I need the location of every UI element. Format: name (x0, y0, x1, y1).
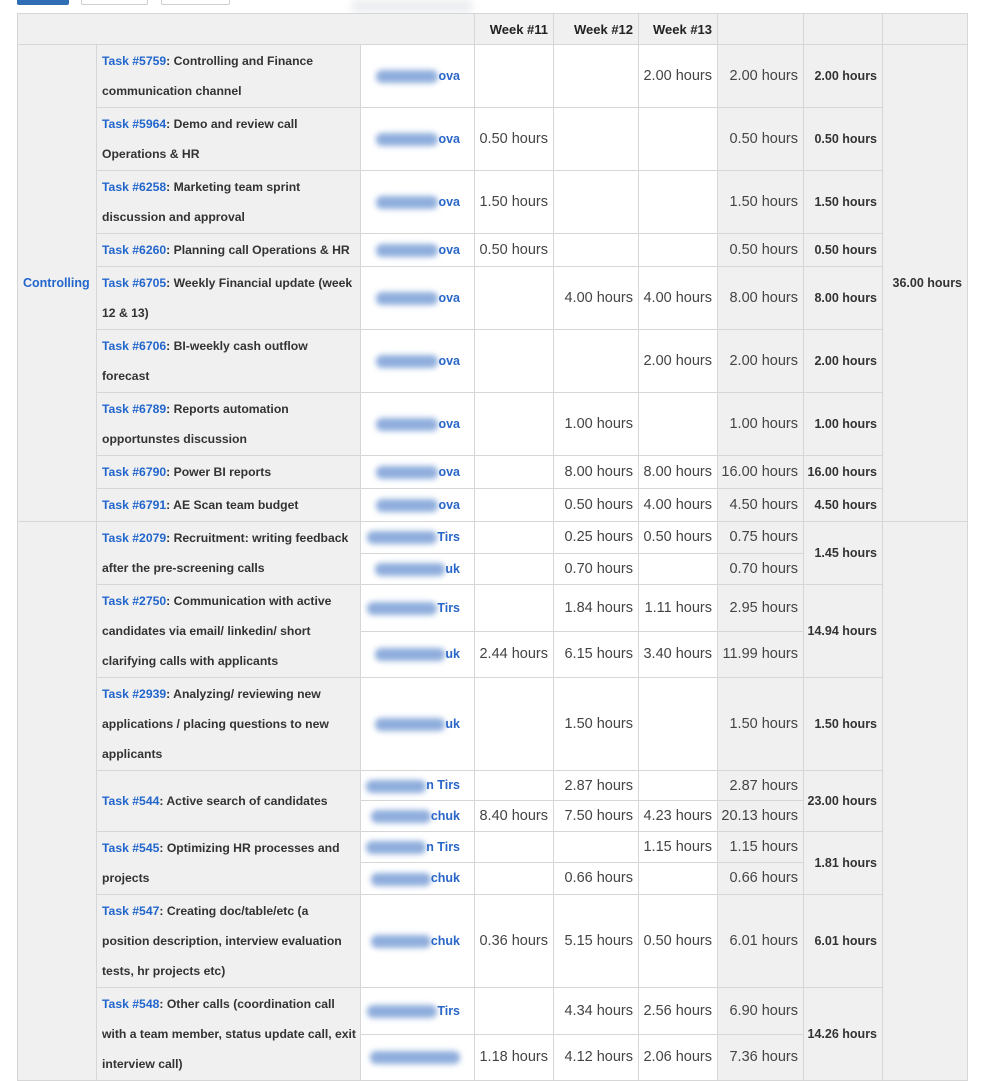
table-row (18, 678, 968, 771)
department-total (883, 522, 968, 1081)
table-row (18, 895, 968, 988)
employee-link[interactable]: ova (438, 194, 461, 209)
week-12-header: Week #12 (554, 14, 639, 45)
task-title: : Other calls (coordination call with a team member, status update call, exit interview call) (102, 997, 356, 1071)
week-12-value: 1.50 hours (554, 678, 639, 771)
task-link[interactable]: Task #548 (102, 997, 160, 1011)
week-12-value (554, 330, 639, 393)
task-cell (97, 988, 361, 1081)
task-title: : Weekly Financial update (week 12 & 13) (102, 276, 353, 320)
row-total: 11.99 hours (718, 631, 804, 678)
task-title: : Recruitment: writing feedback after the pre-screening calls (102, 531, 349, 575)
task-link[interactable]: Task #6706 (102, 339, 167, 353)
task-subtotal: 1.50 hours (804, 678, 883, 771)
employee-link[interactable]: Tirs (437, 530, 461, 545)
task-cell (97, 267, 361, 330)
task-title: : Analyzing/ reviewing new applications / placing questions to new applicants (102, 687, 329, 761)
week-13-value: 4.00 hours (639, 489, 718, 522)
employee-link[interactable]: ova (438, 242, 461, 257)
employee-cell (361, 553, 475, 585)
task-link[interactable]: Task #6705 (102, 276, 167, 290)
row-total: 0.50 hours (718, 234, 804, 267)
employee-cell (361, 393, 475, 456)
week-11-value: 8.40 hours (475, 801, 554, 832)
employee-cell (361, 45, 475, 108)
table-row (18, 108, 968, 171)
task-link[interactable]: Task #5759 (102, 54, 167, 68)
task-subtotal: 6.01 hours (804, 895, 883, 988)
week-11-value (475, 771, 554, 801)
task-cell (97, 489, 361, 522)
week-12-value (554, 832, 639, 863)
task-cell (97, 678, 361, 771)
toolbar (0, 0, 300, 4)
table-row (18, 45, 968, 108)
task-title: : Reports automation opportunstes discussion (102, 402, 289, 446)
week-11-value (475, 45, 554, 108)
row-total: 16.00 hours (718, 456, 804, 489)
task-subtotal: 23.00 hours (804, 771, 883, 832)
employee-link[interactable]: uk (445, 716, 461, 731)
header-blank (18, 14, 475, 45)
week-12-value: 0.66 hours (554, 862, 639, 894)
employee-link[interactable]: ova (438, 353, 461, 368)
week-11-value (475, 862, 554, 894)
task-cell (97, 234, 361, 267)
row-total: 1.50 hours (718, 171, 804, 234)
employee-cell (361, 895, 475, 988)
week-12-value: 1.00 hours (554, 393, 639, 456)
time-report-table (17, 13, 968, 1081)
week-13-value: 2.00 hours (639, 330, 718, 393)
blurred-header-cell (352, 0, 472, 13)
task-link[interactable]: Task #545 (102, 841, 160, 855)
employee-link[interactable]: ova (438, 497, 461, 512)
week-12-value (554, 108, 639, 171)
task-link[interactable]: Task #5964 (102, 117, 167, 131)
row-total: 0.50 hours (718, 108, 804, 171)
task-title: : Power BI reports (166, 465, 272, 479)
week-12-value: 4.34 hours (554, 988, 639, 1035)
week-13-value: 2.56 hours (639, 988, 718, 1035)
task-link[interactable]: Task #2750 (102, 594, 167, 608)
task-subtotal: 1.50 hours (804, 171, 883, 234)
task-cell (97, 45, 361, 108)
row-total: 2.95 hours (718, 585, 804, 632)
task-cell (97, 108, 361, 171)
task-title: : BI-weekly cash outflow forecast (102, 339, 308, 383)
employee-cell (361, 862, 475, 894)
task-subtotal: 1.00 hours (804, 393, 883, 456)
employee-cell (361, 678, 475, 771)
table-row (18, 171, 968, 234)
week-12-value: 0.50 hours (554, 489, 639, 522)
header-row (18, 14, 968, 45)
week-11-value: 1.50 hours (475, 171, 554, 234)
task-subtotal: 1.45 hours (804, 522, 883, 585)
employee-link[interactable]: ova (438, 290, 461, 305)
week-13-value: 0.50 hours (639, 895, 718, 988)
week-11-value (475, 522, 554, 554)
view-button[interactable] (161, 0, 230, 5)
row-total: 0.70 hours (718, 553, 804, 585)
row-total: 4.50 hours (718, 489, 804, 522)
task-title: : AE Scan team budget (166, 498, 299, 512)
task-title: : Controlling and Finance communication channel (102, 54, 314, 98)
task-link[interactable]: Task #6258 (102, 180, 167, 194)
week-11-value (475, 456, 554, 489)
task-link[interactable]: Task #6789 (102, 402, 167, 416)
week-13-value: 0.50 hours (639, 522, 718, 554)
task-cell (97, 330, 361, 393)
employee-cell (361, 522, 475, 554)
employee-cell (361, 489, 475, 522)
task-cell (97, 585, 361, 678)
row-total: 0.66 hours (718, 862, 804, 894)
week-13-value (639, 771, 718, 801)
employee-link[interactable]: ova (438, 416, 461, 431)
row-total: 6.01 hours (718, 895, 804, 988)
row-total: 2.87 hours (718, 771, 804, 801)
week-13-header: Week #13 (639, 14, 718, 45)
row-total: 0.75 hours (718, 522, 804, 554)
employee-link[interactable]: n Tirs (426, 778, 461, 793)
view-button-active[interactable] (17, 0, 69, 5)
week-11-value (475, 678, 554, 771)
task-subtotal: 1.81 hours (804, 832, 883, 895)
employee-link[interactable]: Tirs (437, 1003, 461, 1018)
week-11-value (475, 267, 554, 330)
row-total: 8.00 hours (718, 267, 804, 330)
employee-link[interactable]: Tirs (437, 600, 461, 615)
department-cell (18, 45, 97, 522)
week-13-value (639, 553, 718, 585)
table-row (18, 393, 968, 456)
row-total: 6.90 hours (718, 988, 804, 1035)
task-link[interactable]: Task #6791 (102, 498, 167, 512)
department-cell (18, 522, 97, 1081)
table-row (18, 456, 968, 489)
employee-cell (361, 988, 475, 1035)
week-12-value: 0.25 hours (554, 522, 639, 554)
employee-link[interactable]: uk (445, 561, 461, 576)
table-row (18, 330, 968, 393)
week-11-value: 0.36 hours (475, 895, 554, 988)
week-11-value (475, 585, 554, 632)
employee-cell (361, 456, 475, 489)
week-13-value (639, 862, 718, 894)
week-13-value: 4.00 hours (639, 267, 718, 330)
task-subtotal: 14.26 hours (804, 988, 883, 1081)
task-cell (97, 171, 361, 234)
week-13-value (639, 108, 718, 171)
week-12-value: 7.50 hours (554, 801, 639, 832)
week-13-value: 4.23 hours (639, 801, 718, 832)
employee-cell (361, 585, 475, 632)
week-12-value: 2.87 hours (554, 771, 639, 801)
week-13-value (639, 678, 718, 771)
employee-link[interactable]: ova (438, 131, 461, 146)
subtotal-header (804, 14, 883, 45)
row-total: 1.50 hours (718, 678, 804, 771)
task-link[interactable]: Task #2079 (102, 531, 167, 545)
grand-header (883, 14, 968, 45)
task-cell (97, 895, 361, 988)
task-title: : Marketing team sprint discussion and approval (102, 180, 301, 224)
row-total: 7.36 hours (718, 1034, 804, 1081)
department-total: 36.00 hours (883, 45, 968, 522)
week-11-value (475, 553, 554, 585)
task-subtotal: 8.00 hours (804, 267, 883, 330)
table-row (18, 585, 968, 632)
task-title: : Demo and review call Operations & HR (102, 117, 298, 161)
task-cell (97, 832, 361, 895)
week-13-value: 8.00 hours (639, 456, 718, 489)
week-13-value (639, 234, 718, 267)
employee-cell (361, 171, 475, 234)
week-12-value: 1.84 hours (554, 585, 639, 632)
table-row (18, 489, 968, 522)
week-13-value: 2.06 hours (639, 1034, 718, 1081)
week-13-value: 1.15 hours (639, 832, 718, 863)
employee-cell (361, 234, 475, 267)
task-title: : Communication with active candidates via email/ linkedin/ short clarifying calls with applicants (102, 594, 332, 668)
task-subtotal: 0.50 hours (804, 108, 883, 171)
task-link[interactable]: Task #547 (102, 904, 160, 918)
employee-link[interactable]: chuk (430, 808, 461, 823)
week-12-value: 4.12 hours (554, 1034, 639, 1081)
week-12-value (554, 234, 639, 267)
table-row (18, 522, 968, 554)
total-header (718, 14, 804, 45)
week-12-value: 6.15 hours (554, 631, 639, 678)
row-total: 1.00 hours (718, 393, 804, 456)
task-subtotal: 0.50 hours (804, 234, 883, 267)
week-11-value: 0.50 hours (475, 234, 554, 267)
week-11-value (475, 988, 554, 1035)
week-11-value (475, 330, 554, 393)
task-subtotal: 4.50 hours (804, 489, 883, 522)
department-link[interactable]: Controlling (23, 276, 90, 290)
week-13-value: 1.11 hours (639, 585, 718, 632)
week-12-value: 0.70 hours (554, 553, 639, 585)
week-12-value (554, 171, 639, 234)
employee-link[interactable]: ova (438, 68, 461, 83)
employee-link[interactable]: n Tirs (426, 839, 461, 854)
task-title: : Optimizing HR processes and projects (102, 841, 340, 885)
task-title: : Planning call Operations & HR (166, 243, 350, 257)
row-total: 2.00 hours (718, 330, 804, 393)
week-11-value: 2.44 hours (475, 631, 554, 678)
table-row (18, 771, 968, 801)
week-11-value: 0.50 hours (475, 108, 554, 171)
week-12-value (554, 45, 639, 108)
task-title: : Creating doc/table/etc (a position description, interview evaluation tests, hr projects etc) (102, 904, 342, 978)
employee-link[interactable]: chuk (430, 871, 461, 886)
view-button[interactable] (81, 0, 148, 5)
week-13-value (639, 393, 718, 456)
employee-link[interactable]: chuk (430, 933, 461, 948)
employee-link[interactable]: ova (438, 464, 461, 479)
employee-cell (361, 330, 475, 393)
employee-cell (361, 631, 475, 678)
task-cell (97, 522, 361, 585)
task-subtotal: 16.00 hours (804, 456, 883, 489)
employee-cell (361, 801, 475, 832)
week-12-value: 5.15 hours (554, 895, 639, 988)
week-13-value: 3.40 hours (639, 631, 718, 678)
employee-cell (361, 771, 475, 801)
employee-link[interactable]: uk (445, 647, 461, 662)
week-12-value: 8.00 hours (554, 456, 639, 489)
task-cell (97, 771, 361, 832)
task-subtotal: 14.94 hours (804, 585, 883, 678)
row-total: 20.13 hours (718, 801, 804, 832)
week-11-header: Week #11 (475, 14, 554, 45)
row-total: 1.15 hours (718, 832, 804, 863)
task-link[interactable]: Task #2939 (102, 687, 167, 701)
task-title: : Active search of candidates (159, 794, 328, 808)
task-link[interactable]: Task #6260 (102, 243, 167, 257)
table-row (18, 267, 968, 330)
task-cell (97, 456, 361, 489)
task-subtotal: 2.00 hours (804, 45, 883, 108)
week-11-value (475, 489, 554, 522)
employee-cell (361, 1034, 475, 1081)
week-11-value: 1.18 hours (475, 1034, 554, 1081)
task-cell (97, 393, 361, 456)
task-link[interactable]: Task #6790 (102, 465, 167, 479)
row-total: 2.00 hours (718, 45, 804, 108)
task-link[interactable]: Task #544 (102, 794, 160, 808)
employee-cell (361, 108, 475, 171)
employee-cell (361, 267, 475, 330)
employee-cell (361, 832, 475, 863)
week-11-value (475, 832, 554, 863)
week-13-value (639, 171, 718, 234)
table-row (18, 234, 968, 267)
week-13-value: 2.00 hours (639, 45, 718, 108)
table-row (18, 988, 968, 1035)
task-subtotal: 2.00 hours (804, 330, 883, 393)
table-row (18, 832, 968, 863)
week-12-value: 4.00 hours (554, 267, 639, 330)
week-11-value (475, 393, 554, 456)
